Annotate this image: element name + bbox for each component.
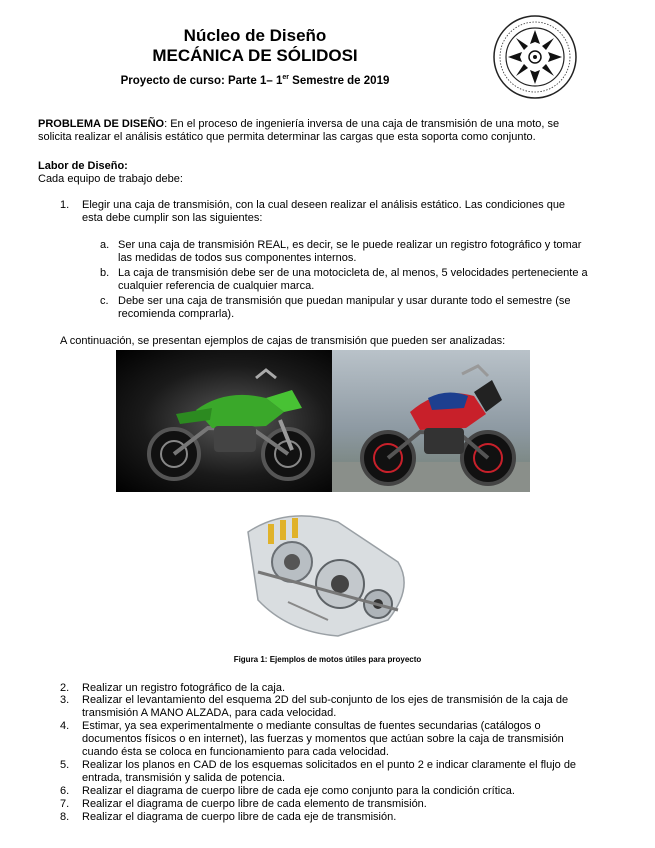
problem-statement: [38, 118, 618, 144]
problem-label: PROBLEMA DE DISEÑO: [38, 118, 165, 130]
university-seal: [492, 14, 578, 100]
transmission-cutaway-image: [228, 492, 424, 646]
continuation-text: A continuación, se presentan ejemplos de cajas de transmisión que pueden ser analizadas:: [60, 335, 506, 347]
document-page: Núcleo de Diseño MECÁNICA DE SÓLIDOSI Proyecto de curso: Parte 1– 1er Semestre de 2019 PROBLEMA DE DISEÑO: En el proceso de ingeniería inversa de una caja de transmisión de una moto, se solicita realizar el análisis estático que permita determinar las cargas que esta soporta como conjunto. Labor de Diseño: Cada equipo de trabajo debe: 1. Elegir una caja de transmisión, con la cual deseen realizar el análisis estático. Las condiciones que esta debe cumplir son las siguientes: a. Ser una caja de transmisión REAL, es decir, se le puede realizar un registro fotográfico y tomar las medidas de todos sus componentes internos. b. La caja de transmisión debe ser de una motocicleta de, al menos, 5 velocidades perteneciente a cualquier referencia de cualquier marca. c. Debe ser una caja de transmisión que puedan manipular y usar durante todo el semestre (se recomienda comprarla). A continuación, se presentan ejemplos de cajas de transmisión que pueden ser analizadas: Figura 1: Ejemplos de motos útiles para proyecto 2. Realizar un registro fotográfico de la caja. 3. Realizar el levantamiento del esquema 2D del sub-conjunto de los ejes de transmisión de la caja de transmisión A MANO ALZADA, para cada velocidad. 4. Estimar, ya sea experimentalmente o mediante consultas de fuentes secundarias (catálogos o documentos físicos o en internet), las fuerzas y momentos que actúan sobre la caja de transmisión cuando ésta se coloca en funcionamiento para cada velocidad. 5. Realizar los planos en CAD de los esquemas solicitados en el punto 2 e indicar claramente el flujo de entrada, transmisión y salida de potencia. 6. Realizar el diagrama de cuerpo libre de cada eje como conjunto para la condición crítica. 7. Realizar el diagrama de cuerpo libre de cada elemento de transmisión. 8. Realizar el diagrama de cuerpo libre de cada eje de transmisión.: [0, 0, 655, 848]
sub-item-a: a. Ser una caja de transmisión REAL, es decir, se le puede realizar un registro fotográfico y tomar las medidas de todos sus componentes internos.: [100, 239, 582, 264]
labor-heading: Labor de Diseño:: [38, 160, 128, 172]
problem-text-2: solicita realizar el análisis estático que permita determinar las cargas que esta soporta como conjunto.: [38, 131, 536, 143]
sub-item-c: c. Debe ser una caja de transmisión que puedan manipular y usar durante todo el semestre (se recomienda comprarla).: [100, 295, 571, 320]
sub-item-b: b. La caja de transmisión debe ser de una motocicleta de, al menos, 5 velocidades perteneciente a cualquier referencia de cualquier marca.: [100, 267, 588, 292]
document-header: [80, 26, 430, 89]
red-motorcycle-photo: [332, 350, 530, 492]
title-line-2: MECÁNICA DE SÓLIDOSI: [152, 46, 358, 65]
title-line-1: Núcleo de Diseño: [183, 26, 327, 45]
list-item-1: 1. Elegir una caja de transmisión, con la cual deseen realizar el análisis estático. Las condiciones que esta debe cumplir son las siguientes:: [60, 199, 566, 224]
figure-caption: Figura 1: Ejemplos de motos útiles para proyecto: [233, 655, 422, 664]
subtitle: Proyecto de curso: Parte 1– 1er Semestre de 2019: [120, 74, 390, 87]
problem-text-1: : En el proceso de ingeniería inversa de una caja de transmisión de una moto, se: [164, 118, 560, 130]
green-motorcycle-photo: [116, 350, 332, 492]
labor-intro: Cada equipo de trabajo debe:: [38, 173, 183, 185]
